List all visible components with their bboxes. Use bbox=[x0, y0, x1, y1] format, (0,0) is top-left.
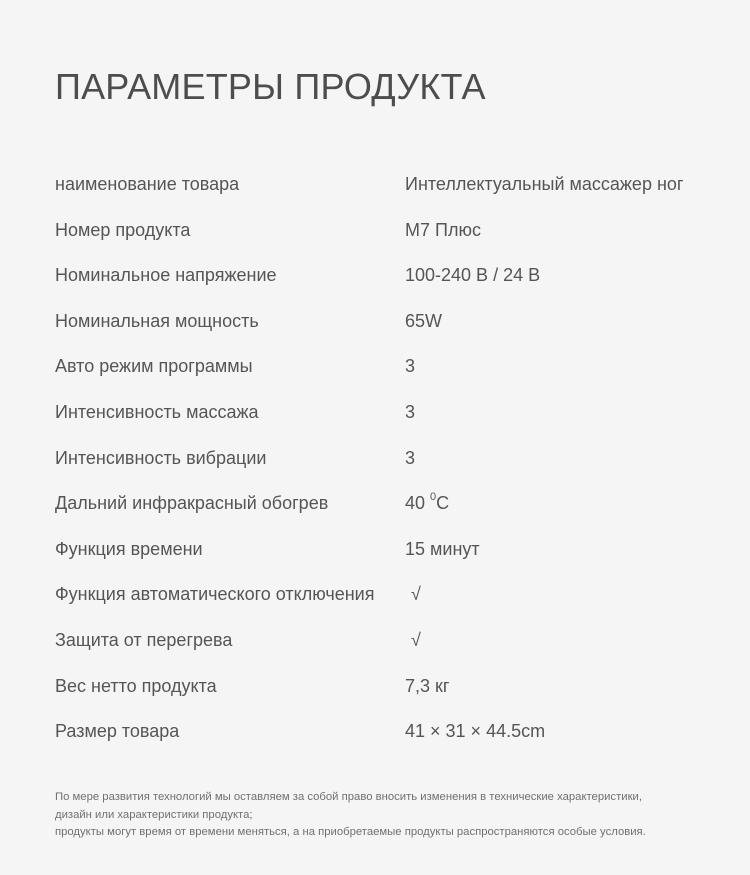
temperature-unit: C bbox=[436, 493, 450, 514]
spec-label: Интенсивность массажа bbox=[55, 401, 259, 422]
degree-mark: 0 bbox=[430, 491, 437, 504]
spec-label: Функция автоматического отключения bbox=[55, 584, 375, 605]
page-title: ПАРАМЕТРЫ ПРОДУКТА bbox=[55, 66, 486, 107]
spec-row-timer bbox=[55, 527, 715, 573]
spec-row-product-number bbox=[55, 208, 715, 254]
disclaimer-line: дизайн или характеристики продукта; bbox=[55, 808, 253, 821]
spec-value-temperature bbox=[405, 481, 449, 527]
spec-label: Интенсивность вибрации bbox=[55, 447, 267, 468]
spec-label: Защита от перегрева bbox=[55, 629, 233, 650]
spec-row-net-weight bbox=[55, 664, 715, 710]
spec-label: Номер продукта bbox=[55, 219, 191, 240]
spec-label: Размер товара bbox=[55, 721, 180, 742]
spec-value: 41 × 31 × 44.5cm bbox=[405, 721, 546, 742]
disclaimer-line: продукты могут время от времени меняться, а на приобретаемые продукты распространяются особые условия. bbox=[55, 826, 646, 838]
spec-value: 3 bbox=[405, 356, 416, 377]
spec-value: M7 Плюс bbox=[405, 219, 481, 240]
spec-row-rated-power bbox=[55, 299, 715, 345]
spec-row-dimensions bbox=[55, 709, 715, 755]
spec-label: Функция времени bbox=[55, 538, 203, 559]
spec-row-vibration-intensity bbox=[55, 436, 715, 482]
spec-label: Дальний инфракрасный обогрев bbox=[55, 493, 329, 514]
spec-value: 65W bbox=[405, 310, 443, 331]
temperature-number: 40 bbox=[405, 493, 426, 514]
spec-value: 15 минут bbox=[405, 538, 480, 559]
spec-label: Авто режим программы bbox=[55, 356, 253, 377]
spec-row-rated-voltage bbox=[55, 253, 715, 299]
spec-value: 7,3 кг bbox=[405, 675, 450, 696]
spec-row-overheat-protection bbox=[55, 618, 715, 664]
check-mark-icon: √ bbox=[411, 629, 421, 650]
spec-value: Интеллектуальный массажер ног bbox=[405, 174, 684, 194]
spec-label: Вес нетто продукта bbox=[55, 675, 217, 696]
spec-row-massage-intensity bbox=[55, 390, 715, 436]
spec-row-infrared-heating bbox=[55, 481, 715, 527]
spec-label: Номинальная мощность bbox=[55, 310, 259, 331]
spec-value: 3 bbox=[405, 447, 416, 468]
specs-table bbox=[55, 162, 715, 755]
spec-value: 100-240 В / 24 В bbox=[405, 265, 541, 286]
check-mark-icon: √ bbox=[411, 584, 421, 605]
spec-label: наименование товара bbox=[55, 174, 240, 194]
spec-row-auto-program bbox=[55, 344, 715, 390]
disclaimer-footnote bbox=[55, 789, 715, 842]
spec-value: 3 bbox=[405, 401, 416, 422]
spec-label: Номинальное напряжение bbox=[55, 265, 277, 286]
spec-row-auto-shutoff bbox=[55, 572, 715, 618]
disclaimer-line: По мере развития технологий мы оставляем за собой право вносить изменения в технические характеристики, bbox=[55, 791, 642, 803]
spec-row-product-name bbox=[55, 162, 715, 208]
